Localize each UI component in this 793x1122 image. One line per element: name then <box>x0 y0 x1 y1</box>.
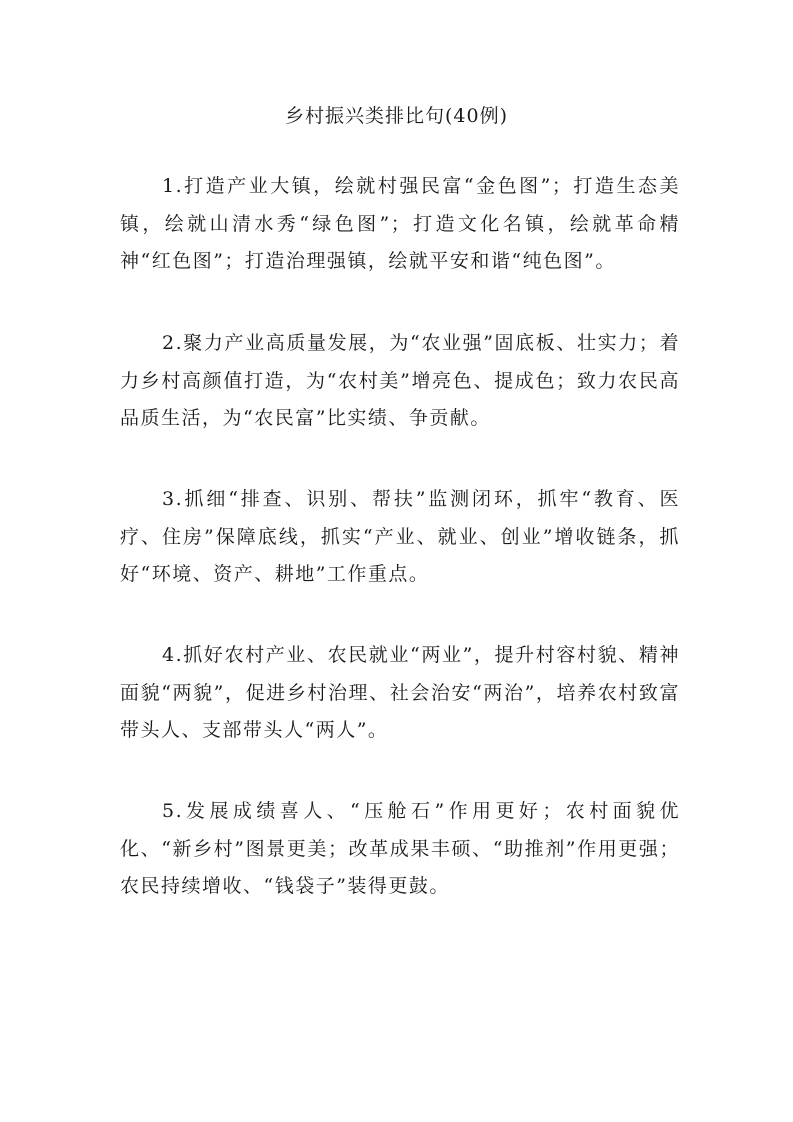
paragraph-1: 1.打造产业大镇，绘就村强民富“金色图”；打造生态美镇，绘就山清水秀“绿色图”；打造文化名镇，绘就革命精神“红色图”；打造治理强镇，绘就平安和谐“纯色图”。 <box>120 175 680 272</box>
paragraph-2: 2.聚力产业高质量发展，为“农业强”固底板、壮实力；着力乡村高颜值打造，为“农村美”增亮色、提成色；致力农民高品质生活，为“农民富”比实绩、争贡献。 <box>120 332 680 429</box>
document-title: 乡村振兴类排比句(40例) <box>284 105 508 127</box>
paragraph-3: 3.抓细“排查、识别、帮扶”监测闭环，抓牢“教育、医疗、住房”保障底线，抓实“产业、就业、创业”增收链条，抓好“环境、资产、耕地”工作重点。 <box>120 488 680 585</box>
paragraph-4: 4.抓好农村产业、农民就业“两业”，提升村容村貌、精神面貌“两貌”，促进乡村治理、社会治安“两治”，培养农村致富带头人、支部带头人“两人”。 <box>120 644 680 741</box>
paragraph-5: 5.发展成绩喜人、“压舱石”作用更好；农村面貌优化、“新乡村”图景更美；改革成果丰硕、“助推剂”作用更强；农民持续增收、“钱袋子”装得更鼓。 <box>120 800 680 897</box>
